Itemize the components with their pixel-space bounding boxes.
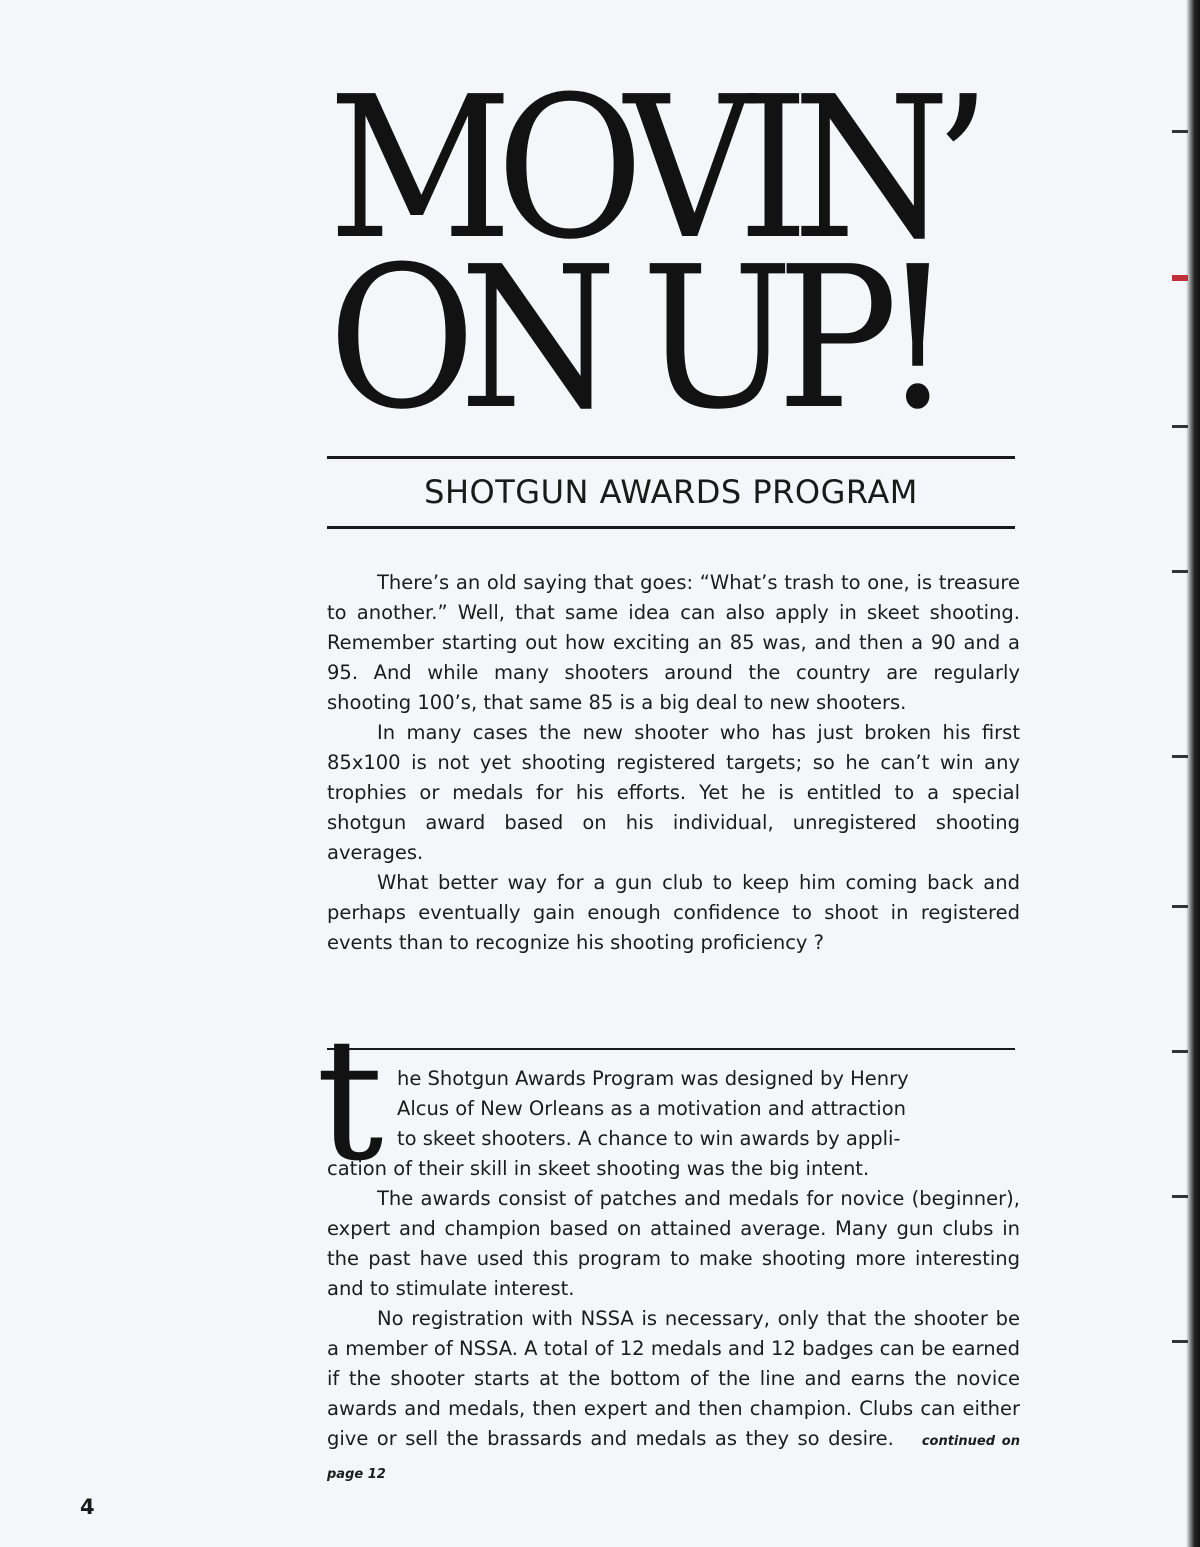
edge-tab-mark	[1172, 570, 1188, 573]
article-headline	[328, 55, 975, 453]
page-number: 4	[80, 1495, 95, 1519]
section-divider-rule	[327, 1048, 1015, 1050]
edge-tab-mark	[1172, 1195, 1188, 1198]
headline-top-rule	[327, 456, 1015, 459]
intro-text	[327, 568, 1020, 958]
paragraph: In many cases the new shooter who has just broken his first 85x100 is not yet shooting registered targets; so he can’t win any trophies or medals for his efforts. Yet he is entitled to a special shotgun award based on his individual, unregistered shooting averages.	[327, 721, 1020, 864]
section-2-text	[327, 1064, 1020, 1490]
paragraph: cation of their skill in skeet shooting was the big intent.	[327, 1157, 870, 1180]
edge-tab-mark	[1172, 130, 1188, 133]
page-edge-shadow	[1186, 0, 1200, 1547]
headline-line-1: MOVIN’	[328, 55, 975, 283]
paragraph: There’s an old saying that goes: “What’s trash to one, is treasure to another.” Well, that same idea can also apply in skeet shooting. Remember starting out how exciting an 85 was, and then a 90 and a 95. And while many shooters around the country are regularly shooting 100’s, that same 85 is a big deal to new shooters.	[327, 571, 1020, 714]
headline-line-2: ON UP!	[328, 225, 938, 453]
continued-note: continued on page 12	[327, 1434, 1020, 1482]
headline-bottom-rule	[327, 526, 1015, 529]
paragraph: What better way for a gun club to keep him coming back and perhaps eventually gain enough confidence to shoot in registered events than to recognize his shooting proficiency ?	[327, 871, 1020, 954]
drop-cap-line: Alcus of New Orleans as a motivation and attraction	[397, 1097, 907, 1120]
article-subhead: SHOTGUN AWARDS PROGRAM	[424, 473, 918, 511]
edge-tab-mark	[1172, 1340, 1188, 1343]
drop-cap-line: to skeet shooters. A chance to win awards by appli-	[397, 1127, 901, 1150]
drop-cap-line: he Shotgun Awards Program was designed by Henry	[397, 1067, 909, 1090]
drop-cap: t	[316, 1002, 384, 1198]
edge-tab-mark	[1172, 755, 1188, 758]
edge-tab-mark	[1172, 1050, 1188, 1053]
edge-tab-mark	[1172, 425, 1188, 428]
edge-tab-mark	[1172, 905, 1188, 908]
paragraph: The awards consist of patches and medals for novice (beginner), expert and champion based on attained average. Many gun clubs in the past have used this program to make shooting more interesting and to stimulate interest.	[327, 1187, 1020, 1300]
paragraph-last	[327, 1304, 1020, 1490]
paragraph-text: No registration with NSSA is necessary, only that the shooter be a member of NSSA. A total of 12 medals and 12 badges can be earned if the shooter starts at the bottom of the line and earns the novice awards and medals, then expert and then champion. Clubs can either give or sell the brassards and medals as they so desire.	[327, 1307, 1020, 1450]
edge-tab-mark	[1172, 275, 1188, 281]
